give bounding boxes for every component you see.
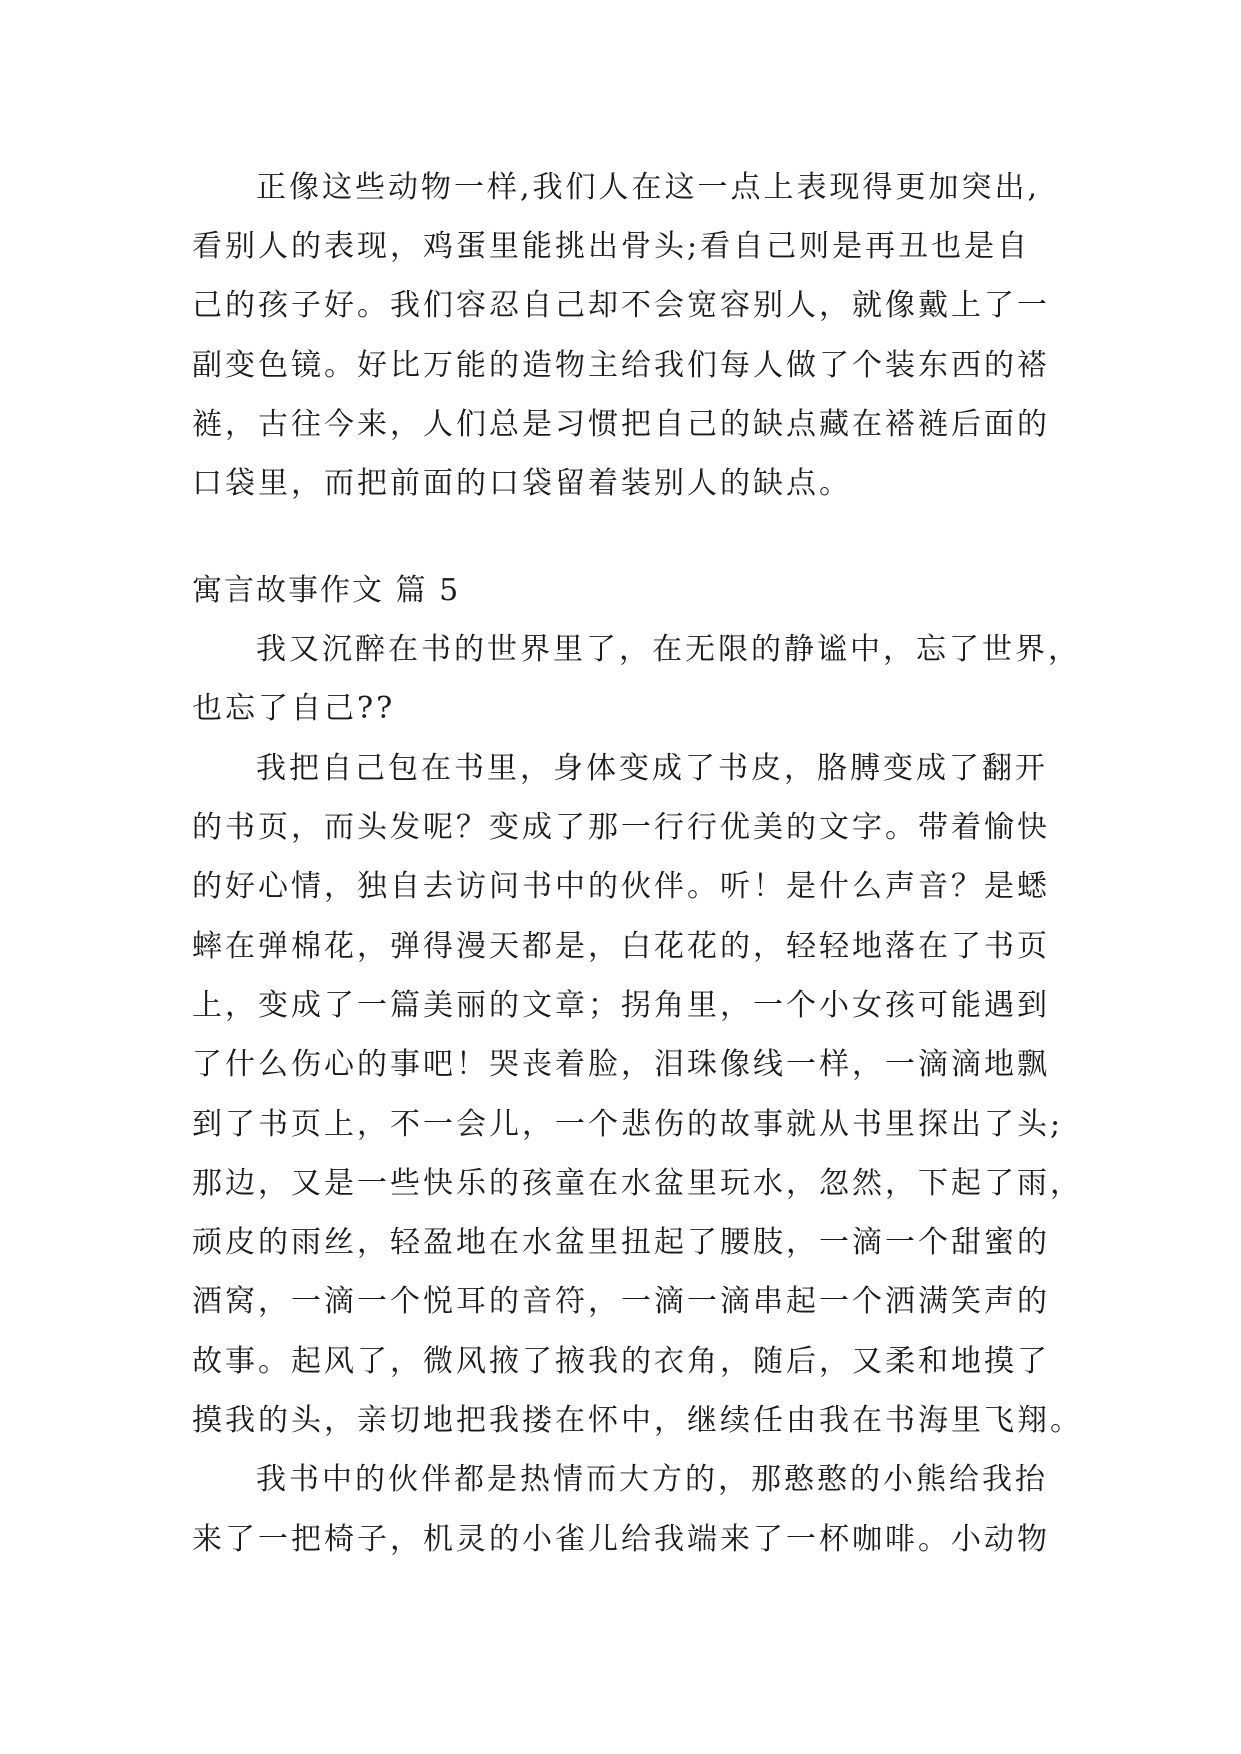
text-line: 我又沉醉在书的世界里了，在无限的静谧中，忘了世界， bbox=[256, 632, 1081, 667]
text-line: 口袋里，而把前面的口袋留着装别人的缺点。 bbox=[192, 466, 852, 501]
section-heading: 寓言故事作文 篇 5 bbox=[192, 573, 461, 608]
text-line: 的书页，而头发呢？变成了那一行行优美的文字。带着愉快 bbox=[192, 810, 1050, 845]
text-line: 副变色镜。好比万能的造物主给我们每人做了个装东西的褡 bbox=[192, 348, 1050, 383]
text-line: 故事。起风了，微风掖了掖我的衣角，随后，又柔和地摸了 bbox=[192, 1344, 1050, 1379]
text-line: 到了书页上，不一会儿，一个悲伤的故事就从书里探出了头; bbox=[192, 1107, 1064, 1142]
text-line: 上，变成了一篇美丽的文章；拐角里，一个小女孩可能遇到 bbox=[192, 988, 1050, 1023]
text-line: 顽皮的雨丝，轻盈地在水盆里扭起了腰肢，一滴一个甜蜜的 bbox=[192, 1225, 1050, 1260]
text-line: 酒窝，一滴一个悦耳的音符，一滴一滴串起一个洒满笑声的 bbox=[192, 1284, 1050, 1319]
text-line: 裢，古往今来，人们总是习惯把自己的缺点藏在褡裢后面的 bbox=[192, 407, 1050, 442]
text-line: 的好心情，独自去访问书中的伙伴。听！是什么声音？是蟋 bbox=[192, 869, 1050, 904]
text-line: 蟀在弹棉花，弹得漫天都是，白花花的，轻轻地落在了书页 bbox=[192, 929, 1050, 964]
text-line: 己的孩子好。我们容忍自己却不会宽容别人，就像戴上了一 bbox=[192, 288, 1050, 323]
text-line: 正像这些动物一样,我们人在这一点上表现得更加突出, bbox=[256, 170, 1041, 205]
text-line: 我书中的伙伴都是热情而大方的，那憨憨的小熊给我抬 bbox=[256, 1462, 1048, 1497]
text-line: 来了一把椅子，机灵的小雀儿给我端来了一杯咖啡。小动物 bbox=[192, 1522, 1050, 1557]
text-line: 也忘了自己?? bbox=[192, 691, 396, 726]
text-line: 了什么伤心的事吧！哭丧着脸，泪珠像线一样，一滴滴地飘 bbox=[192, 1047, 1050, 1082]
text-line: 摸我的头，亲切地把我搂在怀中，继续任由我在书海里飞翔。 bbox=[192, 1403, 1083, 1438]
text-line: 看别人的表现，鸡蛋里能挑出骨头;看自己则是再丑也是自 bbox=[192, 229, 1031, 264]
text-line: 我把自己包在书里，身体变成了书皮，胳膊变成了翻开 bbox=[256, 751, 1048, 786]
text-line: 那边，又是一些快乐的孩童在水盆里玩水，忽然，下起了雨， bbox=[192, 1166, 1083, 1201]
